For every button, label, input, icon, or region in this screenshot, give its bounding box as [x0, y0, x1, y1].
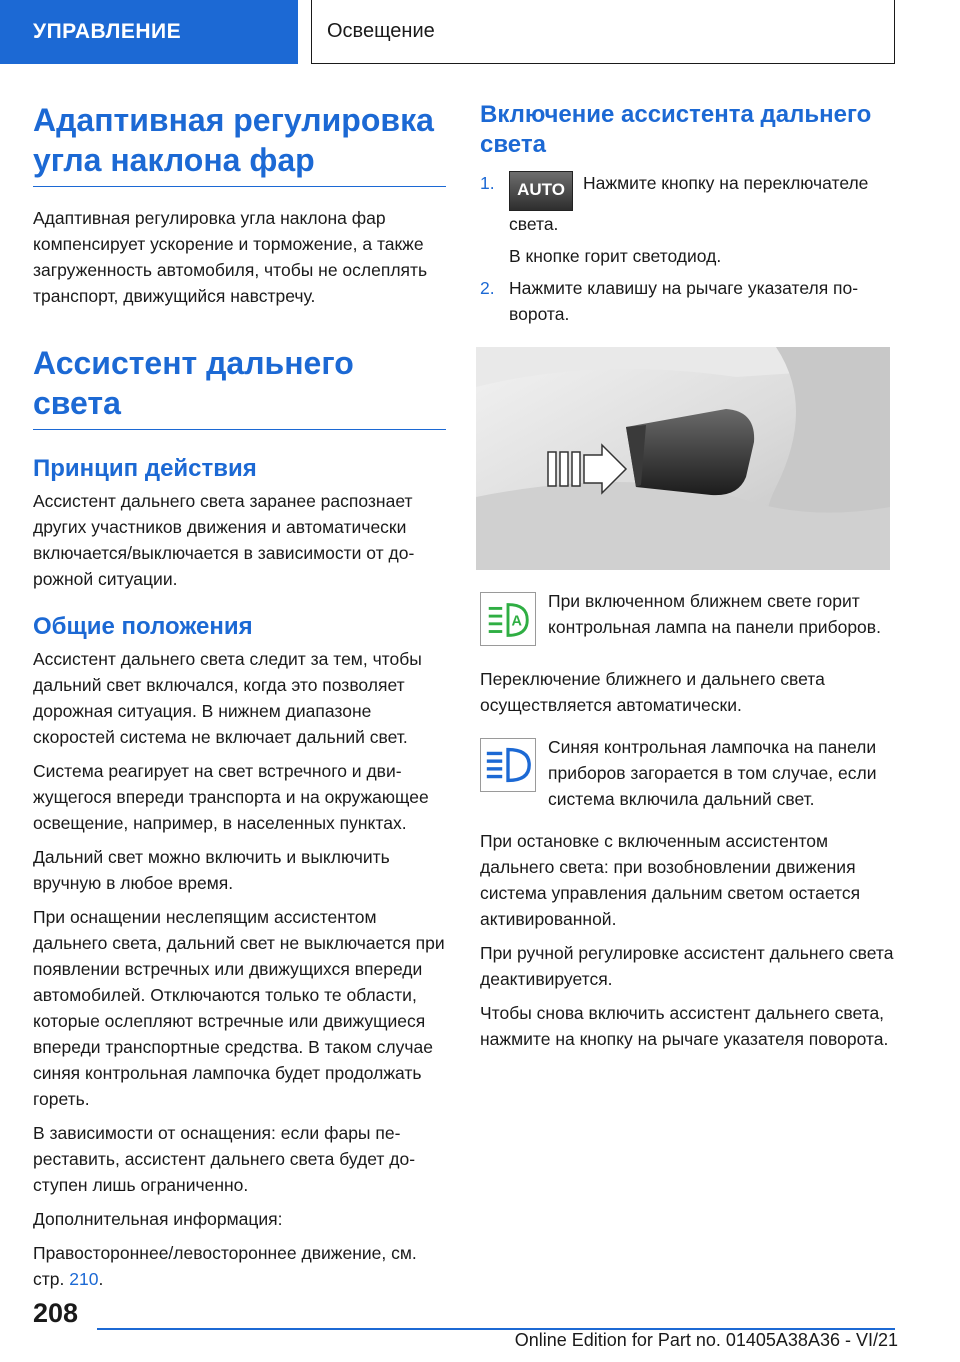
paragraph-general-3: Дальний свет можно включить и выключить вручную в любое время. [33, 847, 390, 893]
traffic-ref-end: . [98, 1269, 104, 1289]
section-tab[interactable]: УПРАВЛЕНИЕ [0, 0, 298, 64]
right-column [480, 100, 894, 1052]
heading-general: Общие положения [33, 613, 253, 640]
step-2 [480, 275, 894, 327]
indicator-green-text: При включенном ближнем свете горит контрольная лампа на панели приборов. [548, 591, 881, 637]
page-link-210[interactable]: 210 [69, 1269, 99, 1289]
auto-high-beam-green-icon [480, 592, 536, 646]
edition-note: Online Edition for Part no. 01405A38A36 - VI/21 [514, 1330, 898, 1350]
paragraph-general-2: Система реагирует на свет встречного и движущегося впереди транспорта и на окружающее освещение, например, в населенных пунктах. [33, 761, 429, 833]
left-column [33, 100, 446, 1292]
paragraph-principle: Ассистент дальнего света заранее распознает других участников движения и автоматически включается/выключается в зависимости от дорожной ситуации. [33, 491, 415, 589]
step-1-text: Нажмите кнопку на переключателе света. [509, 173, 869, 234]
paragraph-manual: При ручной регулировке ассистент дальнего света деактивируется. [480, 943, 894, 989]
step-2-text: Нажмите клавишу на рычаге указателя поворота. [509, 278, 859, 324]
indicator-blue-block [480, 734, 894, 812]
paragraph-general-4: При оснащении неслепящим ассистентом дальнего света, дальний свет не выключается при появлении встречных или движущихся впереди автомобилей. Отключаются только те области, которые ослепляют встречные или движущиеся впереди транспортные средства. В таком случае синяя контрольная лампочка будет продолжать гореть. [33, 907, 445, 1109]
page-number: 208 [33, 1298, 79, 1328]
indicator-green-block [480, 588, 894, 650]
paragraph-general-1: Ассистент дальнего света следит за тем, чтобы дальний свет включался, когда это позволяет дорожная ситуация. В нижнем диапазоне скоростей система не включает дальний свет. [33, 649, 422, 747]
paragraph-traffic-ref [33, 1240, 446, 1292]
paragraph-adaptive: Адаптивная регулировка угла наклона фар компенсирует ускорение и торможение, а также загруженность автомобиля, чтобы не ослеплять транспорт, движущийся навстречу. [33, 208, 428, 306]
paragraph-stop: При остановке с включенным ассистентом дальнего света: при возобновлении движения система управления дальним светом остается активированной. [480, 831, 861, 929]
step-number: 2. [480, 278, 495, 298]
heading-enable-assistant: Включение ассистента дальнего света [480, 101, 872, 158]
step-1 [480, 170, 894, 269]
turn-signal-lever-photo [476, 347, 890, 570]
traffic-ref-text: Правостороннее/левостороннее движение, см. стр. [33, 1243, 417, 1289]
heading-principle: Принцип действия [33, 455, 257, 482]
svg-text:A: A [511, 613, 522, 630]
steps-list [480, 170, 894, 327]
heading-adaptive-headlights: Адаптивная регулировка угла наклона фар [33, 100, 446, 187]
step-number: 1. [480, 173, 495, 193]
high-beam-blue-icon [480, 738, 536, 792]
paragraph-general-5: В зависимости от оснащения: если фары переставить, ассистент дальнего света будет доступен лишь ограниченно. [33, 1123, 416, 1195]
heading-high-beam-assistant: Ассистент дальнего света [33, 343, 446, 430]
auto-button-icon: AUTO [509, 171, 573, 211]
paragraph-more-info: Дополнительная информация: [33, 1209, 283, 1229]
paragraph-auto-switch: Переключение ближнего и дальнего света осуществляется автоматически. [480, 669, 825, 715]
topic-header: Освещение [311, 0, 895, 64]
indicator-blue-text: Синяя контрольная лампочка на панели приборов загорается в том случае, если система включила дальний свет. [548, 737, 877, 809]
step-1-note: В кнопке горит светодиод. [509, 246, 722, 266]
paragraph-reenable: Чтобы снова включить ассистент дальнего света, нажмите на кнопку на рычаге указателя поворота. [480, 1003, 889, 1049]
